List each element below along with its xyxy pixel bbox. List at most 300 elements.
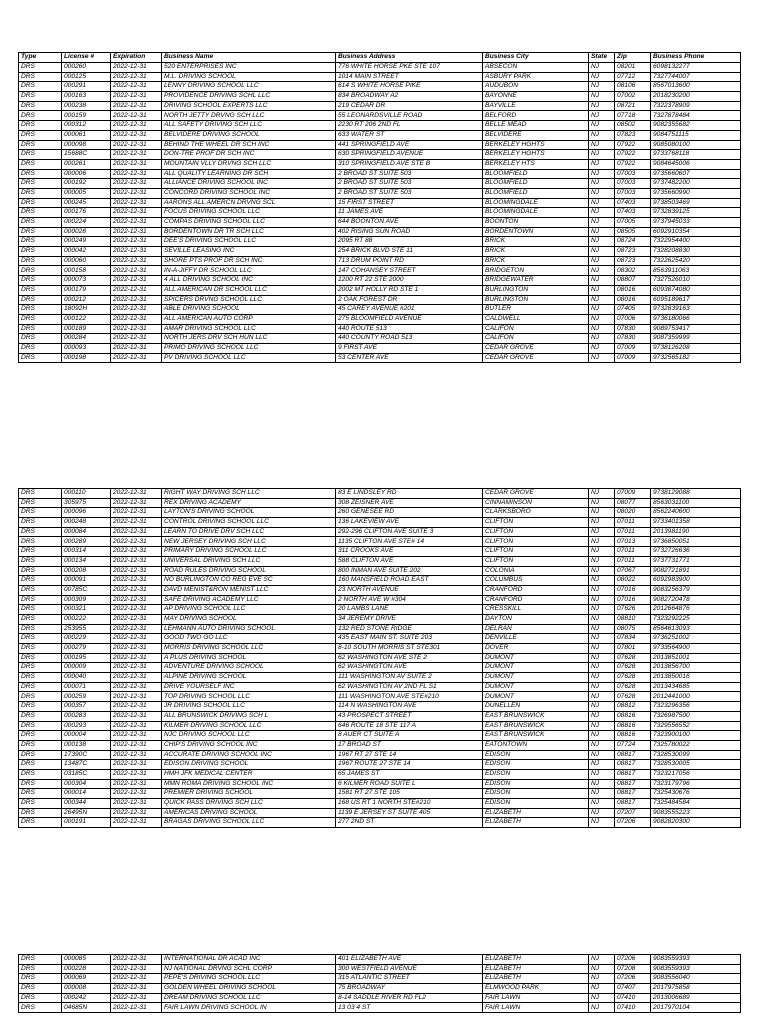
cell-business-phone: 2012664876 (651, 605, 741, 615)
cell-business-name: ABLE DRIVING SCHOOL (162, 305, 336, 315)
cell-expiration: 2022-12-31 (111, 208, 162, 218)
cell-business-phone: 9084645006 (651, 159, 741, 169)
table-row (19, 343, 741, 353)
cell-type: DRS (19, 955, 62, 965)
cell-business-city: CEDAR GROVE (483, 353, 589, 363)
cell-business-phone: 8562240600 (651, 508, 741, 518)
cell-business-city: CALIFON (483, 334, 589, 344)
cell-type: DRS (19, 634, 62, 644)
cell-business-phone: 2013434685 (651, 682, 741, 692)
cell-license: 000321 (62, 605, 111, 615)
table-row (19, 188, 741, 198)
cell-expiration: 2022-12-31 (111, 256, 162, 266)
cell-expiration: 2022-12-31 (111, 324, 162, 334)
cell-business-name: PRIMO DRIVING SCHOOL LLC (162, 343, 336, 353)
cell-business-address: 34 JEREMY DRIVE (336, 614, 483, 624)
cell-expiration: 2022-12-31 (111, 644, 162, 654)
cell-business-phone: 6093874080 (651, 285, 741, 295)
cell-business-name: A PLUS DRIVING SCHOOL (162, 653, 336, 663)
cell-business-address: 23 NORTH AVENUE (336, 585, 483, 595)
cell-business-name: UNIVERSAL DRIVING SCH LLC (162, 556, 336, 566)
table-row (19, 508, 741, 518)
cell-business-phone: 9082820300 (651, 818, 741, 828)
cell-license: 000242 (62, 993, 111, 1003)
cell-state: NJ (589, 150, 615, 160)
cell-zip: 08502 (615, 121, 651, 131)
cell-expiration: 2022-12-31 (111, 682, 162, 692)
cell-state: NJ (589, 740, 615, 750)
cell-business-address: 277 2ND ST (336, 818, 483, 828)
cell-license: 000357 (62, 702, 111, 712)
cell-business-phone: 8564613093 (651, 624, 741, 634)
cell-business-city: ELIZABETH (483, 955, 589, 965)
cell-zip: 07830 (615, 324, 651, 334)
cell-expiration: 2022-12-31 (111, 343, 162, 353)
cell-license: 15688C (62, 150, 111, 160)
cell-type: DRS (19, 711, 62, 721)
cell-business-name: ALL SAFETY DRIVING SCH LLC (162, 121, 336, 131)
cell-type: DRS (19, 256, 62, 266)
cell-type: DRS (19, 111, 62, 121)
cell-zip: 07834 (615, 634, 651, 644)
cell-type: DRS (19, 818, 62, 828)
cell-business-name: KILMER DRIVING SCHOOL LLC (162, 721, 336, 731)
cell-business-name: IN-A-JIFFY DR SCHOOL LLC (162, 266, 336, 276)
cell-state: NJ (589, 508, 615, 518)
cell-state: NJ (589, 101, 615, 111)
cell-business-name: LEHMANN AUTO DRIVING SCHOOL (162, 624, 336, 634)
table-row (19, 518, 741, 528)
cell-business-phone: 8563031100 (651, 498, 741, 508)
cell-business-phone: 6095189617 (651, 295, 741, 305)
cell-business-phone: 9084751115 (651, 130, 741, 140)
table-row (19, 537, 741, 547)
cell-type: DRS (19, 779, 62, 789)
table-row (19, 324, 741, 334)
cell-zip: 07207 (615, 808, 651, 818)
table-row (19, 305, 741, 315)
cell-state: NJ (589, 169, 615, 179)
cell-business-name: AP DRIVING SCHOOL LLC (162, 605, 336, 615)
cell-business-address: 6 KILMER ROAD SUITE L (336, 779, 483, 789)
cell-business-phone: 9083559393 (651, 964, 741, 974)
cell-business-phone: 9083556040 (651, 974, 741, 984)
cell-business-phone: 7325430676 (651, 789, 741, 799)
cell-business-name: QUICK PASS DRIVING SCH LLC (162, 799, 336, 809)
table-row (19, 595, 741, 605)
cell-zip: 07011 (615, 556, 651, 566)
cell-business-phone: 9082355682 (651, 121, 741, 131)
cell-business-phone: 7322625420 (651, 256, 741, 266)
cell-state: NJ (589, 605, 615, 615)
cell-business-address: 2 NORTH AVE W #304 (336, 595, 483, 605)
cell-state: NJ (589, 295, 615, 305)
cell-business-address: 630 SPRINGFIELD AVENUE (336, 150, 483, 160)
cell-zip: 07830 (615, 334, 651, 344)
cell-business-city: CLIFTON (483, 527, 589, 537)
table-row (19, 179, 741, 189)
cell-business-address: 219 CEDAR DR (336, 101, 483, 111)
cell-license: 000093 (62, 343, 111, 353)
cell-license: 000309 (62, 595, 111, 605)
cell-business-phone: 2013006689 (651, 993, 741, 1003)
table-row (19, 984, 741, 994)
cell-expiration: 2022-12-31 (111, 150, 162, 160)
cell-license: 000224 (62, 218, 111, 228)
table-row (19, 993, 741, 1003)
cell-business-name: SHORE PTS PROF DR SCH INC (162, 256, 336, 266)
cell-business-phone: 6092983900 (651, 576, 741, 586)
cell-business-phone: 9083559393 (651, 955, 741, 965)
cell-business-name: FAIR LAWN DRIVING SCHOOL IN (162, 1003, 336, 1013)
cell-business-phone: 9738126208 (651, 343, 741, 353)
cell-business-phone: 9737945033 (651, 218, 741, 228)
cell-business-city: CLIFTON (483, 547, 589, 557)
cell-type: DRS (19, 799, 62, 809)
table-row (19, 247, 741, 257)
cell-business-phone: 9089753417 (651, 324, 741, 334)
cell-expiration: 2022-12-31 (111, 169, 162, 179)
cell-type: DRS (19, 169, 62, 179)
cell-expiration: 2022-12-31 (111, 585, 162, 595)
cell-license: 000212 (62, 295, 111, 305)
cell-type: DRS (19, 276, 62, 286)
cell-type: DRS (19, 72, 62, 82)
cell-business-city: DELRAN (483, 624, 589, 634)
cell-state: NJ (589, 334, 615, 344)
cell-type: DRS (19, 605, 62, 615)
column-header-business-city: Business City (483, 53, 589, 63)
cell-business-address: 300 WESTFIELD AVENUE (336, 964, 483, 974)
cell-business-name: ADVENTURE DRIVING SCHOOL (162, 663, 336, 673)
cell-expiration: 2022-12-31 (111, 121, 162, 131)
cell-business-name: BELVIDERE DRIVING SCHOOL (162, 130, 336, 140)
table-row (19, 585, 741, 595)
cell-zip: 07003 (615, 188, 651, 198)
table-row (19, 644, 741, 654)
cell-business-city: BLOOMFIELD (483, 188, 589, 198)
cell-business-address: 62 WASHINGTON AVE STE 2 (336, 653, 483, 663)
cell-business-phone: 7328530099 (651, 750, 741, 760)
cell-business-phone: 7323296356 (651, 702, 741, 712)
table-row (19, 740, 741, 750)
cell-business-name: MMN ROMA DRIVING SCHOOL INC (162, 779, 336, 789)
cell-state: NJ (589, 537, 615, 547)
cell-zip: 08106 (615, 82, 651, 92)
cell-business-name: BRAGAS DRIVING SCHOOL LLC (162, 818, 336, 828)
cell-business-city: CEDAR GROVE (483, 489, 589, 499)
column-header-business-name: Business Name (162, 53, 336, 63)
cell-type: DRS (19, 285, 62, 295)
cell-business-city: EAST BRUNSWICK (483, 721, 589, 731)
table-row (19, 285, 741, 295)
cell-state: NJ (589, 750, 615, 760)
cell-business-city: BLOOMINGDALE (483, 208, 589, 218)
table-row (19, 92, 741, 102)
table-row (19, 663, 741, 673)
cell-zip: 07628 (615, 673, 651, 683)
cell-business-phone: 9735660990 (651, 188, 741, 198)
cell-expiration: 2022-12-31 (111, 740, 162, 750)
cell-license: 000314 (62, 547, 111, 557)
cell-expiration: 2022-12-31 (111, 218, 162, 228)
cell-type: DRS (19, 576, 62, 586)
cell-zip: 07403 (615, 208, 651, 218)
cell-license: 000208 (62, 566, 111, 576)
cell-business-phone: 6098132277 (651, 63, 741, 73)
cell-zip: 08817 (615, 789, 651, 799)
table-row (19, 227, 741, 237)
cell-state: NJ (589, 179, 615, 189)
cell-business-name: BEHIND THE WHEEL DR SCH INC (162, 140, 336, 150)
cell-business-city: BELLE MEAD (483, 121, 589, 131)
table-row (19, 208, 741, 218)
column-header-state: State (589, 53, 615, 63)
cell-type: DRS (19, 537, 62, 547)
cell-business-address: 11 JAMES AVE (336, 208, 483, 218)
cell-business-name: SAFE DRIVING ACADEMY LLC (162, 595, 336, 605)
cell-expiration: 2022-12-31 (111, 285, 162, 295)
cell-business-phone: 9733401358 (651, 518, 741, 528)
cell-expiration: 2022-12-31 (111, 769, 162, 779)
cell-license: 305975 (62, 498, 111, 508)
cell-business-address: 9 FIRST AVE (336, 343, 483, 353)
cell-state: NJ (589, 314, 615, 324)
cell-business-address: 800 INMAN AVE SUITE 202 (336, 566, 483, 576)
cell-business-city: DUMONT (483, 663, 589, 673)
cell-type: DRS (19, 682, 62, 692)
cell-state: NJ (589, 964, 615, 974)
cell-expiration: 2022-12-31 (111, 566, 162, 576)
cell-type: DRS (19, 1003, 62, 1013)
cell-zip: 08807 (615, 276, 651, 286)
cell-business-phone: 2013856700 (651, 663, 741, 673)
cell-zip: 07009 (615, 343, 651, 353)
cell-type: DRS (19, 101, 62, 111)
cell-business-city: CALDWELL (483, 314, 589, 324)
cell-license: 000259 (62, 692, 111, 702)
cell-business-name: 520 ENTERPRISES INC (162, 63, 336, 73)
cell-type: DRS (19, 92, 62, 102)
cell-zip: 07628 (615, 663, 651, 673)
cell-business-city: CLARKSBORO (483, 508, 589, 518)
cell-zip: 08817 (615, 760, 651, 770)
cell-state: NJ (589, 624, 615, 634)
cell-zip: 08505 (615, 227, 651, 237)
cell-type: DRS (19, 82, 62, 92)
cell-expiration: 2022-12-31 (111, 692, 162, 702)
table-row (19, 266, 741, 276)
cell-business-phone: 8563911063 (651, 266, 741, 276)
cell-type: DRS (19, 663, 62, 673)
cell-state: NJ (589, 547, 615, 557)
table-row (19, 769, 741, 779)
cell-business-address: 834 BROADWAY A2 (336, 92, 483, 102)
cell-business-city: BELVIDERE (483, 130, 589, 140)
cell-business-city: BOONTON (483, 218, 589, 228)
cell-business-address: 114 N WASHINGTON AVE (336, 702, 483, 712)
cell-state: NJ (589, 527, 615, 537)
cell-business-address: 713 DRUM POINT RD (336, 256, 483, 266)
cell-zip: 07922 (615, 150, 651, 160)
cell-type: DRS (19, 498, 62, 508)
cell-state: NJ (589, 324, 615, 334)
cell-expiration: 2022-12-31 (111, 159, 162, 169)
cell-license: 26495N (62, 808, 111, 818)
cell-business-name: PRIMARY DRIVING SCHOOL LLC (162, 547, 336, 557)
cell-license: 000304 (62, 779, 111, 789)
table-row (19, 682, 741, 692)
cell-business-city: COLONIA (483, 566, 589, 576)
cell-business-phone: 7323217056 (651, 769, 741, 779)
table-row (19, 72, 741, 82)
cell-state: NJ (589, 111, 615, 121)
cell-type: DRS (19, 295, 62, 305)
cell-license: 000005 (62, 188, 111, 198)
cell-business-city: BAYVILLE (483, 101, 589, 111)
cell-zip: 08721 (615, 101, 651, 111)
cell-business-city: DUMONT (483, 653, 589, 663)
cell-state: NJ (589, 614, 615, 624)
cell-expiration: 2022-12-31 (111, 955, 162, 965)
cell-license: 000179 (62, 285, 111, 295)
cell-state: NJ (589, 343, 615, 353)
cell-business-phone: 2013850016 (651, 673, 741, 683)
cell-business-city: CEDAR GROVE (483, 343, 589, 353)
cell-business-phone: 2017975858 (651, 984, 741, 994)
cell-business-name: COMPAS DRIVING SCHOOL LLC (162, 218, 336, 228)
cell-business-city: CINNAMINSON (483, 498, 589, 508)
cell-type: DRS (19, 324, 62, 334)
cell-business-city: DENVILLE (483, 634, 589, 644)
cell-license: 000260 (62, 63, 111, 73)
cell-state: NJ (589, 769, 615, 779)
cell-business-name: NJC DRIVING SCHOOL LLC (162, 731, 336, 741)
cell-expiration: 2022-12-31 (111, 789, 162, 799)
cell-business-phone: 7329556552 (651, 721, 741, 731)
cell-license: 000060 (62, 256, 111, 266)
cell-state: NJ (589, 518, 615, 528)
cell-zip: 08022 (615, 576, 651, 586)
column-header-license: License # (62, 53, 111, 63)
cell-license: 000176 (62, 208, 111, 218)
license-table-3 (18, 954, 741, 1013)
table-row (19, 111, 741, 121)
cell-business-city: COLUMBUS (483, 576, 589, 586)
cell-business-phone: 6092910354 (651, 227, 741, 237)
cell-business-address: 136 LAKEVIEW AVE (336, 518, 483, 528)
cell-license: 000291 (62, 82, 111, 92)
cell-type: DRS (19, 518, 62, 528)
column-header-business-address: Business Address (336, 53, 483, 63)
cell-business-address: 15 FIRST STREET (336, 198, 483, 208)
cell-type: DRS (19, 266, 62, 276)
cell-business-phone: 9082721891 (651, 566, 741, 576)
cell-business-city: DUMONT (483, 682, 589, 692)
cell-business-city: EAST BRUNSWICK (483, 731, 589, 741)
cell-zip: 07403 (615, 198, 651, 208)
cell-license: 000238 (62, 101, 111, 111)
cell-business-address: 315 ATLANTIC STREET (336, 974, 483, 984)
cell-zip: 07407 (615, 984, 651, 994)
cell-business-name: LENNY DRIVING SCHOOL LLC (162, 82, 336, 92)
cell-business-phone: 7325484584 (651, 799, 741, 809)
cell-zip: 08020 (615, 508, 651, 518)
cell-zip: 08816 (615, 721, 651, 731)
cell-state: NJ (589, 779, 615, 789)
cell-business-phone: 7323900100 (651, 731, 741, 741)
cell-license: 000159 (62, 111, 111, 121)
cell-business-name: ALL BRUNSWICK DRIVING SCH L (162, 711, 336, 721)
cell-type: DRS (19, 305, 62, 315)
cell-expiration: 2022-12-31 (111, 276, 162, 286)
cell-business-city: EDISON (483, 760, 589, 770)
cell-business-name: DREAM DRIVING SCHOOL LLC (162, 993, 336, 1003)
table-row (19, 760, 741, 770)
cell-zip: 07410 (615, 1003, 651, 1013)
cell-state: NJ (589, 353, 615, 363)
cell-business-name: DRIVING SCHOOL EXPERTS LLC (162, 101, 336, 111)
cell-license: 000073 (62, 276, 111, 286)
cell-business-phone: 9087359999 (651, 334, 741, 344)
cell-license: 13487C (62, 760, 111, 770)
cell-zip: 07724 (615, 740, 651, 750)
cell-expiration: 2022-12-31 (111, 779, 162, 789)
cell-expiration: 2022-12-31 (111, 808, 162, 818)
cell-business-city: CRESSKILL (483, 605, 589, 615)
cell-business-name: AMAR DRIVING SCHOOL LLC (162, 324, 336, 334)
cell-zip: 07206 (615, 818, 651, 828)
cell-type: DRS (19, 692, 62, 702)
cell-business-address: 2 BROAD ST SUITE 503 (336, 188, 483, 198)
cell-type: DRS (19, 624, 62, 634)
cell-business-phone: 9737482200 (651, 179, 741, 189)
cell-license: 000122 (62, 314, 111, 324)
cell-type: DRS (19, 527, 62, 537)
cell-business-address: 1967 RT 27 STE 14 (336, 750, 483, 760)
cell-expiration: 2022-12-31 (111, 673, 162, 683)
cell-state: NJ (589, 566, 615, 576)
cell-license: 000006 (62, 169, 111, 179)
cell-zip: 07016 (615, 585, 651, 595)
table-row (19, 218, 741, 228)
cell-business-city: BELFORD (483, 111, 589, 121)
cell-expiration: 2022-12-31 (111, 750, 162, 760)
cell-zip: 08016 (615, 285, 651, 295)
cell-business-city: CRANFORD (483, 595, 589, 605)
cell-business-city: BERKELEY HTS (483, 159, 589, 169)
cell-business-address: 275 BLOOMFIELD AVENUE (336, 314, 483, 324)
table-row (19, 711, 741, 721)
cell-zip: 07009 (615, 353, 651, 363)
cell-type: DRS (19, 334, 62, 344)
cell-business-address: 440 COUNTY ROAD 513 (336, 334, 483, 344)
cell-license: 000042 (62, 247, 111, 257)
cell-license: 000071 (62, 682, 111, 692)
cell-business-address: 8-14 SADDLE RIVER RD FL2 (336, 993, 483, 1003)
cell-business-address: 1200 RT 22 STE 2000 (336, 276, 483, 286)
cell-state: NJ (589, 498, 615, 508)
table-row (19, 130, 741, 140)
cell-license: 000125 (62, 72, 111, 82)
cell-business-city: DUMONT (483, 673, 589, 683)
cell-business-city: EATONTOWN (483, 740, 589, 750)
cell-business-name: LAYTON'S DRIVING SCHOOL (162, 508, 336, 518)
cell-zip: 07922 (615, 140, 651, 150)
cell-business-address: 614 S WHITE HORSE PIKE (336, 82, 483, 92)
cell-license: 000085 (62, 955, 111, 965)
cell-type: DRS (19, 227, 62, 237)
